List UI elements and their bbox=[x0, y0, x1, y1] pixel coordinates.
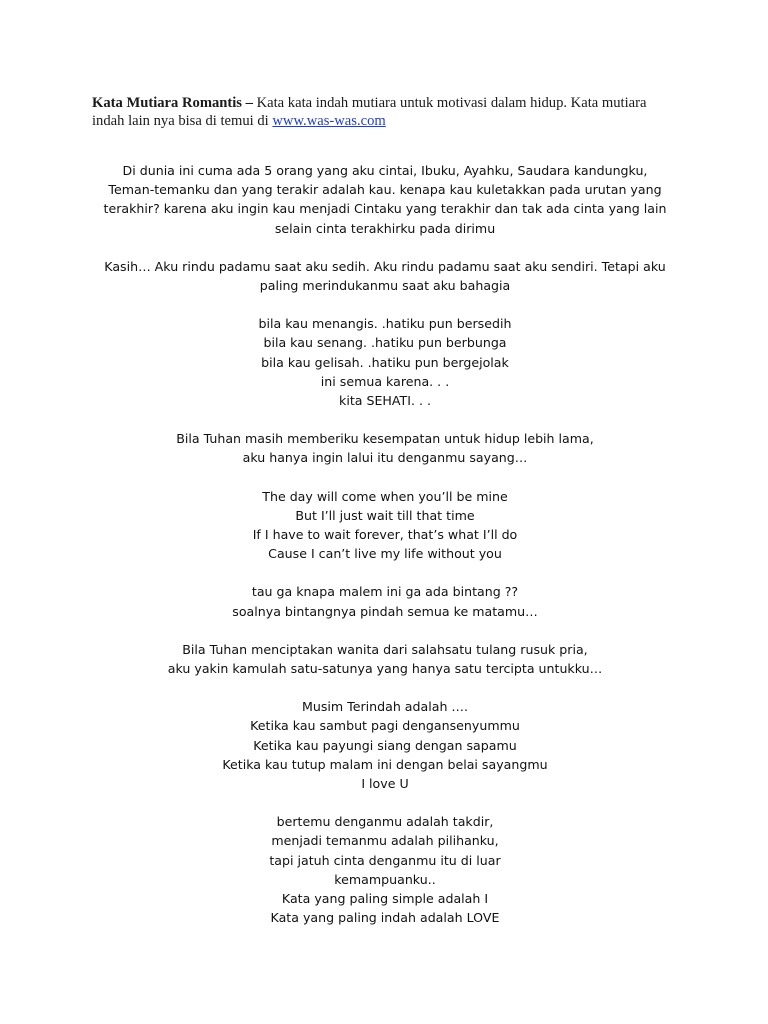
poem-line: bertemu denganmu adalah takdir, bbox=[276, 814, 494, 830]
poem-line: Teman-temanku dan yang terakir adalah kau. kenapa kau kuletakkan pada urutan yang bbox=[108, 182, 662, 198]
poem-line: The day will come when you’ll be mine bbox=[262, 488, 508, 504]
poem-paragraph bbox=[60, 697, 710, 793]
poem-line: But I’ll just wait till that time bbox=[295, 507, 475, 523]
poem-paragraph bbox=[60, 582, 710, 620]
poem-paragraph bbox=[60, 812, 710, 927]
intro-paragraph bbox=[92, 94, 682, 130]
poem-paragraph bbox=[60, 429, 710, 467]
poem-line: Bila Tuhan masih memberiku kesempatan untuk hidup lebih lama, bbox=[176, 431, 594, 447]
intro-title: Kata Mutiara Romantis – bbox=[92, 95, 253, 111]
poem-line: Kasih… Aku rindu padamu saat aku sedih. Aku rindu padamu saat aku sendiri. Tetapi aku bbox=[104, 258, 666, 274]
poem-paragraph bbox=[60, 257, 710, 295]
poem-line: Kata yang paling indah adalah LOVE bbox=[270, 910, 500, 926]
poem-line: bila kau gelisah. .hatiku pun bergejolak bbox=[261, 354, 509, 370]
poem-body bbox=[60, 161, 710, 947]
poem-paragraph bbox=[60, 487, 710, 564]
website-link[interactable]: www.was-was.com bbox=[272, 113, 386, 129]
poem-line: kemampuanku.. bbox=[334, 871, 436, 887]
poem-line: Cause I can’t live my life without you bbox=[268, 546, 502, 562]
poem-line: aku yakin kamulah satu-satunya yang hanya satu tercipta untukku… bbox=[167, 661, 603, 677]
poem-line: bila kau menangis. .hatiku pun bersedih bbox=[258, 316, 512, 332]
poem-line: Ketika kau payungi siang dengan sapamu bbox=[253, 737, 517, 753]
poem-line: Ketika kau tutup malam ini dengan belai sayangmu bbox=[222, 756, 548, 772]
poem-line: soalnya bintangnya pindah semua ke matamu… bbox=[232, 603, 538, 619]
poem-line: ini semua karena. . . bbox=[320, 373, 450, 389]
poem-line: terakhir? karena aku ingin kau menjadi Cintaku yang terakhir dan tak ada cinta yang lain bbox=[103, 201, 667, 217]
poem-paragraph bbox=[60, 161, 710, 238]
poem-line: selain cinta terakhirku pada dirimu bbox=[274, 220, 496, 236]
poem-line: Ketika kau sambut pagi dengansenyummu bbox=[250, 718, 520, 734]
poem-line: Musim Terindah adalah …. bbox=[301, 699, 469, 715]
poem-line: I love U bbox=[361, 776, 409, 792]
poem-line: tau ga knapa malem ini ga ada bintang ?? bbox=[251, 584, 519, 600]
intro-text: Kata kata indah mutiara untuk motivasi dalam hidup. Kata mutiara indah lain nya bisa di temui di bbox=[92, 95, 647, 129]
poem-line: paling merindukanmu saat aku bahagia bbox=[259, 278, 511, 294]
poem-paragraph bbox=[60, 640, 710, 678]
poem-line: menjadi temanmu adalah pilihanku, bbox=[271, 833, 499, 849]
poem-line: Kata yang paling simple adalah I bbox=[281, 891, 489, 907]
poem-line: Bila Tuhan menciptakan wanita dari salahsatu tulang rusuk pria, bbox=[182, 641, 588, 657]
poem-line: bila kau senang. .hatiku pun berbunga bbox=[263, 335, 507, 351]
poem-line: aku hanya ingin lalui itu denganmu sayang… bbox=[242, 450, 528, 466]
poem-line: tapi jatuh cinta denganmu itu di luar bbox=[269, 852, 501, 868]
poem-paragraph bbox=[60, 314, 710, 410]
poem-line: kita SEHATI. . . bbox=[339, 393, 431, 409]
poem-line: If I have to wait forever, that’s what I’ll do bbox=[252, 527, 518, 543]
poem-line: Di dunia ini cuma ada 5 orang yang aku cintai, Ibuku, Ayahku, Saudara kandungku, bbox=[122, 163, 648, 178]
